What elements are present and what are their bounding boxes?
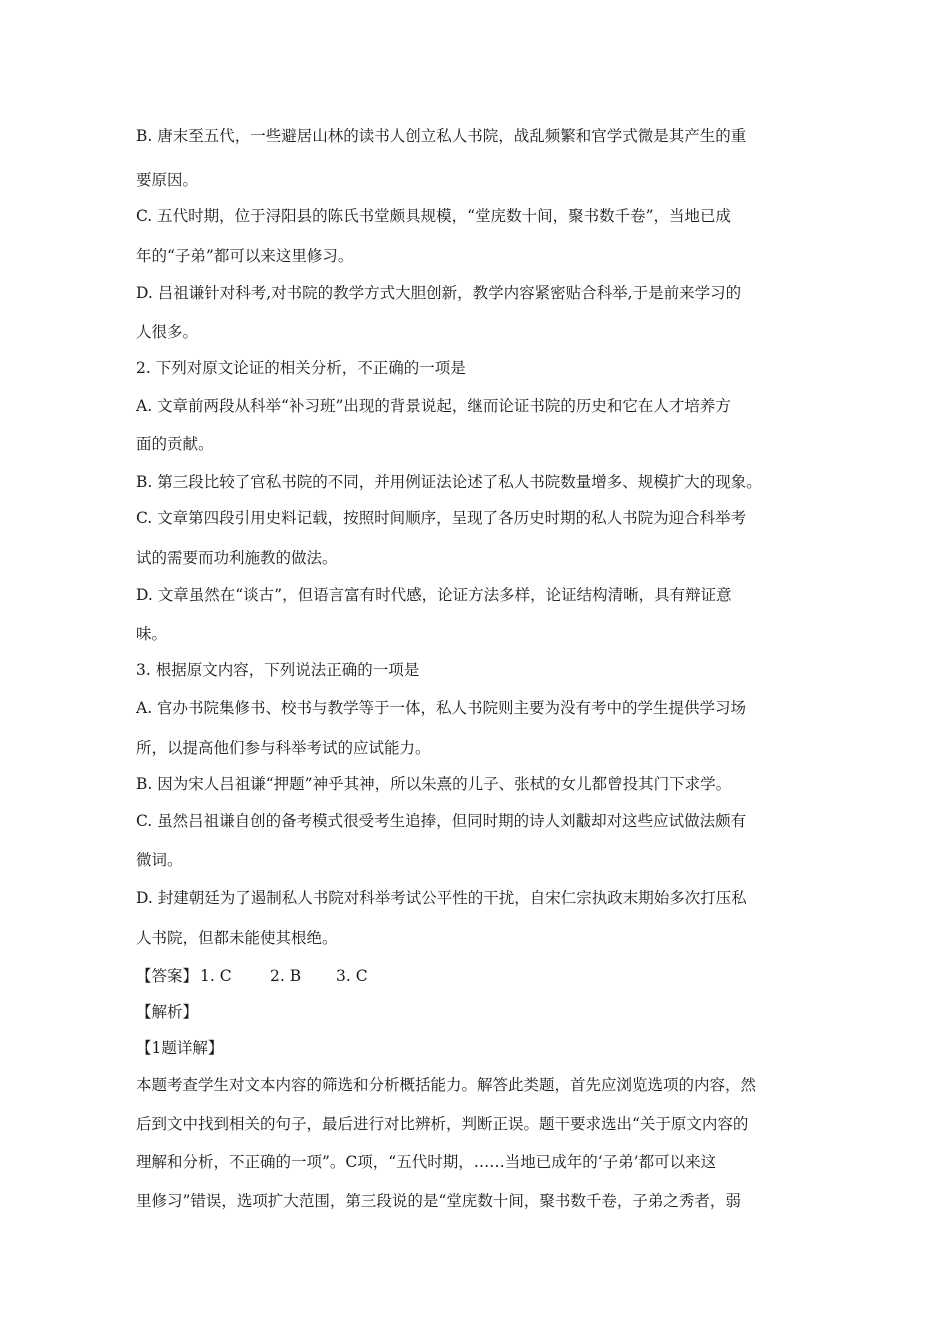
- q3-option-d-line2: 人书院，但都未能使其根绝。: [136, 929, 338, 947]
- q2-option-d-line1: D. 文章虽然在“谈古”，但语言富有时代感，论证方法多样，论证结构清晰，具有辩证意: [136, 586, 732, 604]
- q2-option-c-line2: 试的需要而功利施教的做法。: [136, 549, 338, 567]
- detail-heading: 【1题详解】: [136, 1039, 224, 1057]
- analysis-heading: 【解析】: [136, 1003, 199, 1021]
- q1-option-b-line1: B. 唐末至五代，一些避居山林的读书人创立私人书院，战乱频繁和官学式微是其产生的重: [136, 127, 747, 145]
- q3-stem: 3. 根据原文内容，下列说法正确的一项是: [136, 661, 420, 679]
- explanation-line: 里修习”错误，选项扩大范围，第三段说的是“堂庑数十间，聚书数千卷，子弟之秀者，弱: [136, 1192, 741, 1210]
- q3-option-a-line1: A. 官办书院集修书、校书与教学等于一体，私人书院则主要为没有考中的学生提供学习场: [136, 699, 747, 717]
- q3-option-d-line1: D. 封建朝廷为了遏制私人书院对科举考试公平性的干扰，自宋仁宗执政末期始多次打压私: [136, 889, 747, 907]
- q3-option-a-line2: 所，以提高他们参与科举考试的应试能力。: [136, 739, 431, 757]
- q3-option-b-line1: B. 因为宋人吕祖谦“押题”神乎其神，所以朱熹的儿子、张栻的女儿都曾投其门下求学。: [136, 775, 732, 793]
- answer-item: 2. B: [270, 967, 302, 985]
- q2-option-a-line2: 面的贡献。: [136, 435, 214, 453]
- answer-row: [136, 966, 368, 986]
- answer-item: 1. C: [200, 967, 232, 985]
- explanation-line: 后到文中找到相关的句子，最后进行对比辨析，判断正误。题干要求选出“关于原文内容的: [136, 1115, 749, 1133]
- q2-stem: 2. 下列对原文论证的相关分析，不正确的一项是: [136, 359, 466, 377]
- q2-option-b-line1: B. 第三段比较了官私书院的不同，并用例证法论述了私人书院数量增多、规模扩大的现象。: [136, 473, 762, 491]
- q1-option-c-line1: C. 五代时期，位于浔阳县的陈氏书堂颇具规模，“堂庑数十间，聚书数千卷”，当地已成: [136, 207, 732, 225]
- q3-option-c-line1: C. 虽然吕祖谦自创的备考模式很受考生追捧，但同时期的诗人刘黻却对这些应试做法颇有: [136, 812, 747, 830]
- q3-option-c-line2: 微词。: [136, 851, 183, 869]
- q2-option-c-line1: C. 文章第四段引用史料记载，按照时间顺序，呈现了各历史时期的私人书院为迎合科举考: [136, 509, 747, 527]
- explanation-line: 本题考查学生对文本内容的筛选和分析概括能力。解答此类题，首先应浏览选项的内容，然: [136, 1076, 757, 1094]
- explanation-line: 理解和分析，不正确的一项”。C项，“五代时期，……当地已成年的‘子弟’都可以来这: [136, 1153, 717, 1171]
- q2-option-d-line2: 味。: [136, 625, 168, 643]
- q1-option-c-line2: 年的“子弟”都可以来这里修习。: [136, 247, 354, 265]
- q2-option-a-line1: A. 文章前两段从科举“补习班”出现的背景说起，继而论证书院的历史和它在人才培养方: [136, 397, 731, 415]
- q1-option-d-line2: 人很多。: [136, 323, 199, 341]
- answer-item: 3. C: [336, 967, 368, 985]
- q1-option-d-line1: D. 吕祖谦针对科考,对书院的教学方式大胆创新，教学内容紧密贴合科举,于是前来学习的: [136, 284, 742, 302]
- q1-option-b-line2: 要原因。: [136, 171, 199, 189]
- answer-label: 【答案】: [136, 967, 199, 985]
